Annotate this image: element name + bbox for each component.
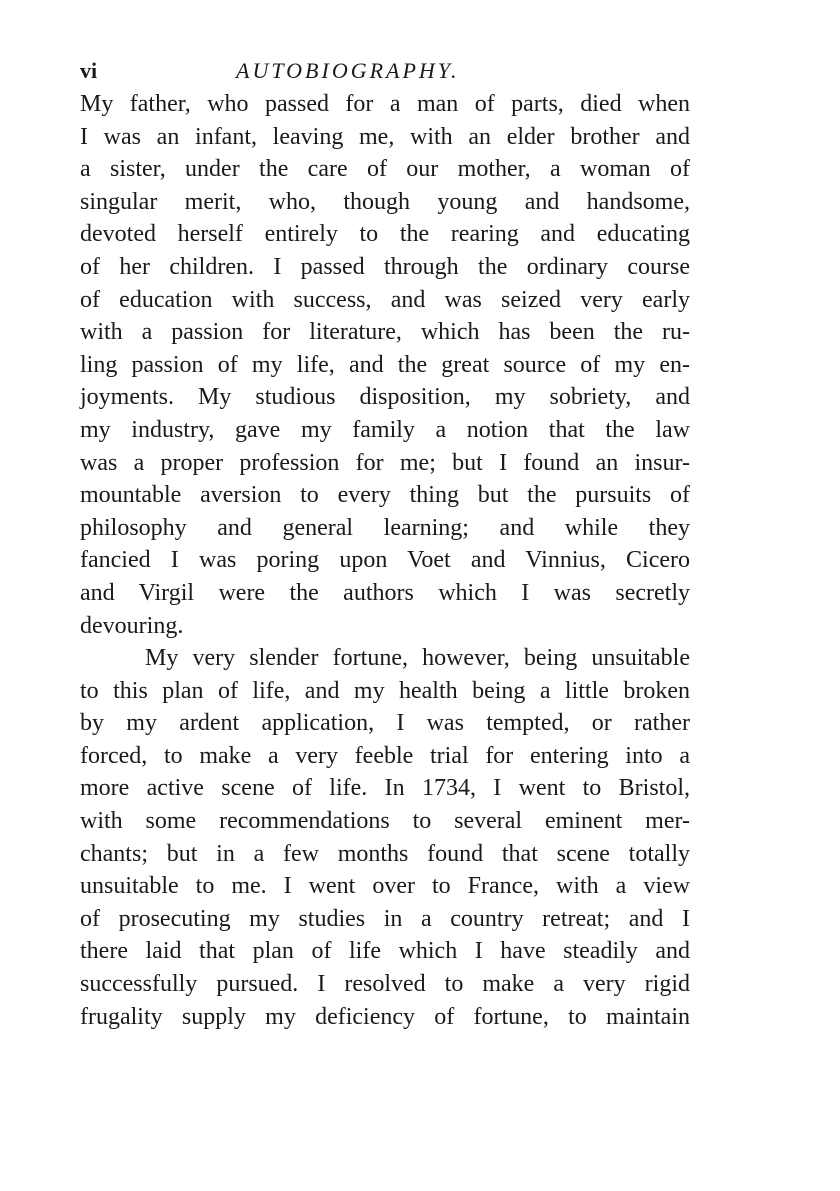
- paragraph: [80, 88, 690, 642]
- text-line: with some recommendations to several eminent mer-: [80, 808, 690, 835]
- text-line: with a passion for literature, which has been the ru-: [80, 319, 690, 346]
- text-line: a sister, under the care of our mother, a woman of: [80, 156, 690, 183]
- paragraph: [80, 642, 690, 1033]
- text-line: ling passion of my life, and the great source of my en-: [80, 351, 690, 378]
- text-line: was a proper profession for me; but I found an insur-: [80, 449, 690, 476]
- text-line: and Virgil were the authors which I was secretly: [80, 579, 690, 606]
- text-line: of her children. I passed through the ordinary course: [80, 253, 690, 280]
- text-line: of education with success, and was seized very early: [80, 286, 690, 313]
- text-line: to this plan of life, and my health being a little broken: [80, 677, 690, 704]
- text-line: devouring.: [80, 612, 184, 639]
- text-line: of prosecuting my studies in a country retreat; and I: [80, 905, 690, 932]
- page-number: vi: [80, 58, 98, 83]
- text-line: frugality supply my deficiency of fortune, to maintain: [80, 1003, 690, 1030]
- text-line: successfully pursued. I resolved to make a very rigid: [80, 971, 690, 998]
- text-line: unsuitable to me. I went over to France, with a view: [80, 873, 690, 900]
- text-line: I was an infant, leaving me, with an elder brother and: [80, 123, 690, 150]
- text-line: chants; but in a few months found that scene totally: [80, 840, 690, 867]
- text-line: fancied I was poring upon Voet and Vinnius, Cicero: [80, 547, 690, 574]
- text-line: philosophy and general learning; and while they: [80, 514, 690, 541]
- text-line: joyments. My studious disposition, my sobriety, and: [80, 384, 690, 411]
- text-line: My very slender fortune, however, being unsuitable: [145, 645, 690, 672]
- text-line: there laid that plan of life which I have steadily and: [80, 938, 690, 965]
- text-line: my industry, gave my family a notion that the law: [80, 416, 690, 443]
- text-line: more active scene of life. In 1734, I went to Bristol,: [80, 775, 690, 802]
- text-line: by my ardent application, I was tempted, or rather: [80, 710, 690, 737]
- text-line: mountable aversion to every thing but the pursuits of: [80, 482, 690, 509]
- body-text: [80, 88, 690, 1033]
- running-title: AUTOBIOGRAPHY.: [236, 58, 460, 83]
- text-line: My father, who passed for a man of parts, died when: [80, 91, 690, 117]
- text-line: forced, to make a very feeble trial for entering into a: [80, 742, 690, 769]
- text-line: singular merit, who, though young and handsome,: [80, 188, 690, 215]
- text-line: devoted herself entirely to the rearing and educating: [80, 221, 690, 248]
